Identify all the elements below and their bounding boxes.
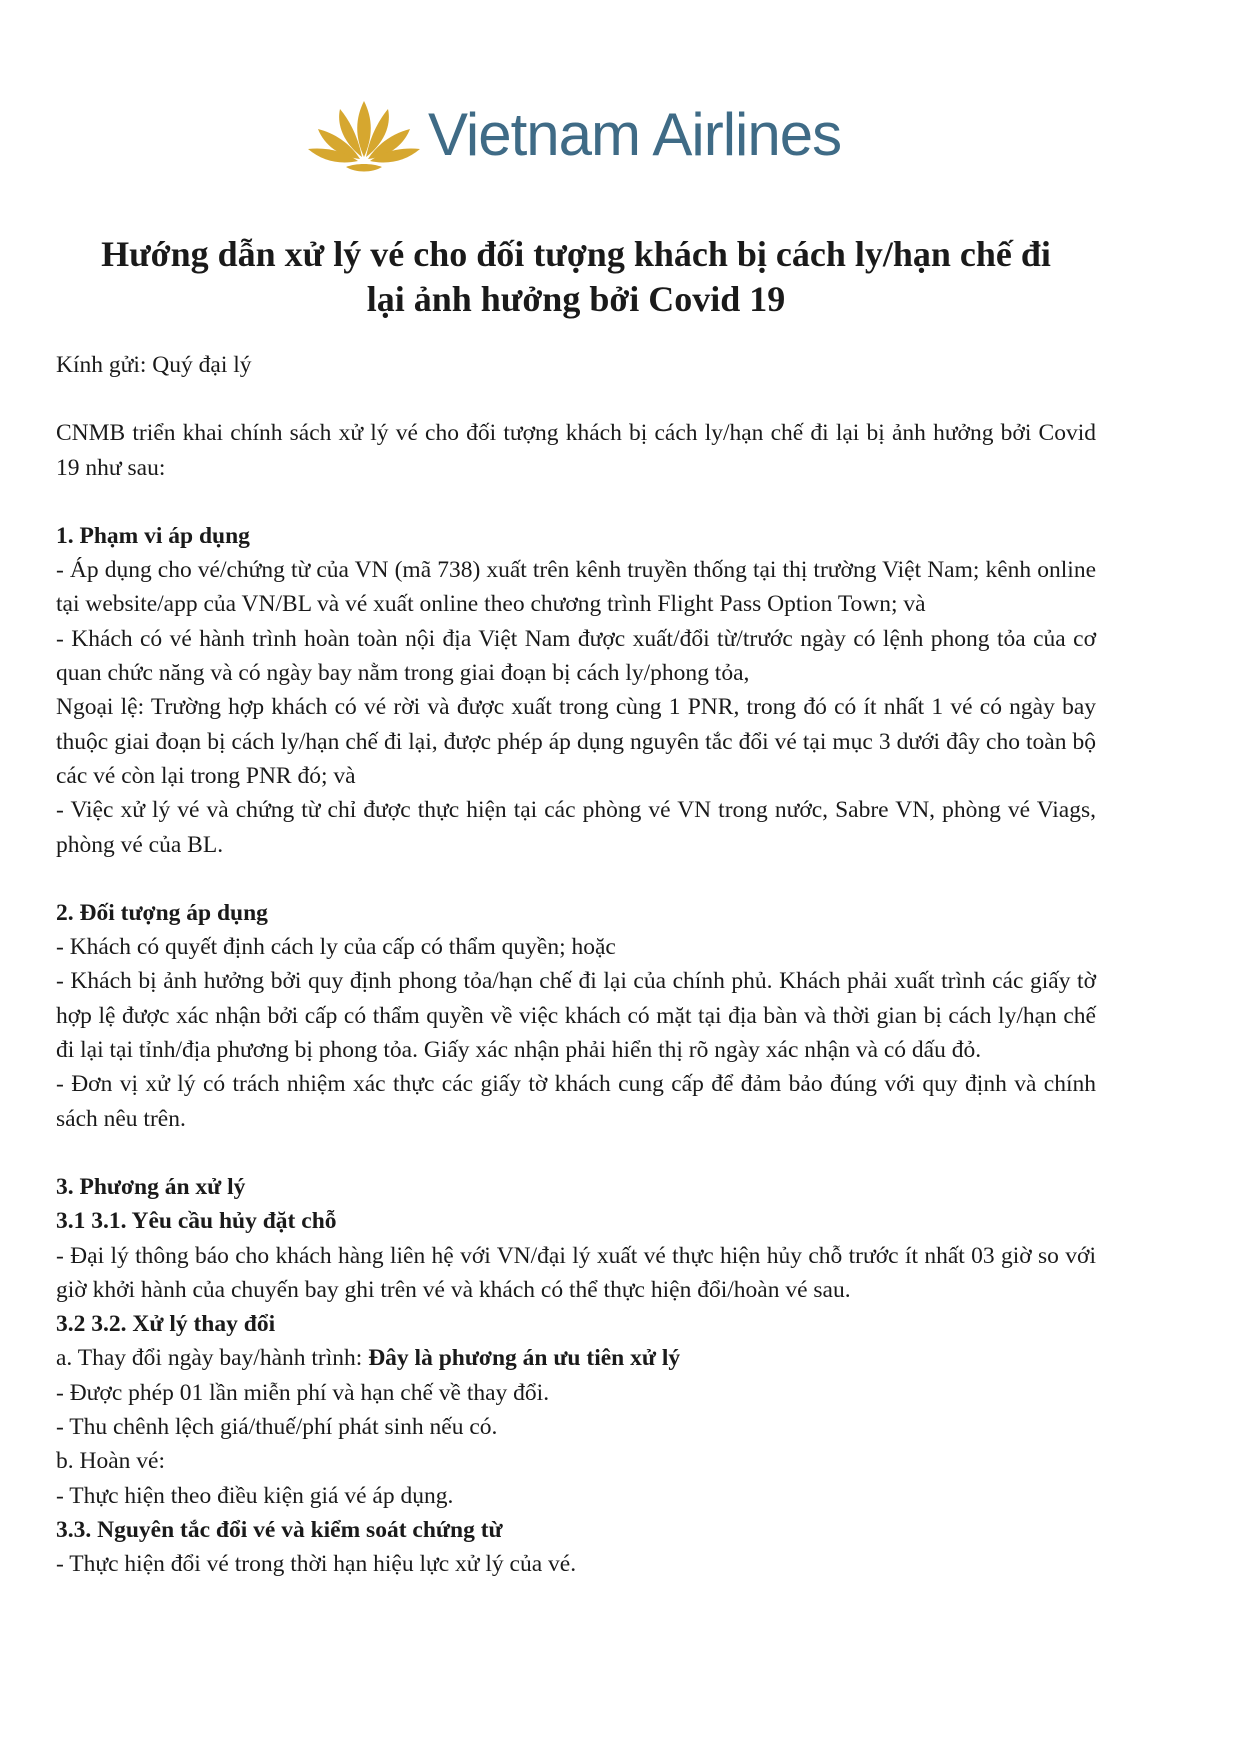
section-2-paragraph-3: - Đơn vị xử lý có trách nhiệm xác thực các giấy tờ khách cung cấp để đảm bảo đúng với quy định và chính sách nêu trên.: [56, 1071, 1096, 1132]
section-1-paragraph-4: - Việc xử lý vé và chứng từ chỉ được thực hiện tại các phòng vé VN trong nước, Sabre VN, phòng vé Viags, phòng vé của BL.: [56, 797, 1096, 858]
section-3-heading: 3. Phương án xử lý: [56, 1173, 246, 1200]
section-1-exception: Ngoại lệ: Trường hợp khách có vé rời và được xuất trong cùng 1 PNR, trong đó có ít nhất 1 vé có ngày bay thuộc giai đoạn bị cách ly/hạn chế đi lại, được phép áp dụng nguyên tắc đổi vé tại mục 3 dưới đây cho toàn bộ các vé còn lại trong PNR đó; và: [56, 694, 1096, 789]
section-3-2-a: [56, 1341, 1096, 1375]
vietnam-airlines-logo: [306, 95, 841, 175]
title-line-1: Hướng dẫn xử lý vé cho đối tượng khách bị cách ly/hạn chế đi: [101, 234, 1051, 274]
section-2-paragraph-2: - Khách bị ảnh hưởng bởi quy định phong tỏa/hạn chế đi lại của chính phủ. Khách phải xuất trình các giấy tờ hợp lệ được xác nhận bởi cấp có thẩm quyền về việc khách có mặt tại địa bàn và thời gian bị cách ly/hạn chế đi lại tại tỉnh/địa phương bị phong tỏa. Giấy xác nhận phải hiển thị rõ ngày xác nhận và có dấu đỏ.: [56, 968, 1096, 1064]
section-3-2-a-item-1: - Được phép 01 lần miễn phí và hạn chế về thay đổi.: [56, 1379, 550, 1406]
section-2-paragraph-1: - Khách có quyết định cách ly của cấp có thẩm quyền; hoặc: [56, 934, 616, 961]
document-body: [56, 348, 1096, 1582]
greeting: Kính gửi: Quý đại lý: [56, 352, 252, 378]
title-line-2: lại ảnh hưởng bởi Covid 19: [366, 279, 786, 319]
document-title: [56, 232, 1096, 322]
section-3-1-paragraph: - Đại lý thông báo cho khách hàng liên hệ với VN/đại lý xuất vé thực hiện hủy chỗ trước ít nhất 03 giờ so với giờ khởi hành của chuyến bay ghi trên vé và khách có thể thực hiện đổi/hoàn vé sau.: [56, 1242, 1096, 1303]
intro-paragraph: CNMB triển khai chính sách xử lý vé cho đối tượng khách bị cách ly/hạn chế đi lại bị ảnh hưởng bởi Covid 19 như sau:: [56, 420, 1096, 481]
section-3-2-b-item-1: - Thực hiện theo điều kiện giá vé áp dụng.: [56, 1482, 454, 1509]
section-3-2-b: b. Hoàn vé:: [56, 1448, 165, 1475]
logo-wordmark: Vietnam Airlines: [428, 101, 842, 168]
section-1-heading: 1. Phạm vi áp dụng: [56, 522, 250, 549]
section-3-2-a-item-2: - Thu chênh lệch giá/thuế/phí phát sinh nếu có.: [56, 1414, 498, 1441]
section-2-heading: 2. Đối tượng áp dụng: [56, 899, 268, 926]
section-3-1-heading: 3.1 3.1. Yêu cầu hủy đặt chỗ: [56, 1208, 337, 1235]
lotus-logo-icon: [306, 95, 422, 175]
section-1-paragraph-2: - Khách có vé hành trình hoàn toàn nội địa Việt Nam được xuất/đổi từ/trước ngày có lệnh phong tỏa của cơ quan chức năng và có ngày bay nằm trong giai đoạn bị cách ly/phong tỏa,: [56, 625, 1096, 687]
section-3-2-a-emphasis: Đây là phương án ưu tiên xử lý: [368, 1345, 681, 1372]
section-1-paragraph-1: - Áp dụng cho vé/chứng từ của VN (mã 738) xuất trên kênh truyền thống tại thị trường Việt Nam; kênh online tại website/app của VN/BL và vé xuất online theo chương trình Flight Pass Option Town; và: [56, 557, 1096, 618]
section-3-2-heading: 3.2 3.2. Xử lý thay đổi: [56, 1311, 276, 1338]
section-3-2-a-prefix: a. Thay đổi ngày bay/hành trình:: [56, 1345, 369, 1372]
section-3-3-heading: 3.3. Nguyên tắc đổi vé và kiểm soát chứng từ: [56, 1516, 503, 1543]
section-3-3-paragraph: - Thực hiện đổi vé trong thời hạn hiệu lực xử lý của vé.: [56, 1551, 577, 1578]
